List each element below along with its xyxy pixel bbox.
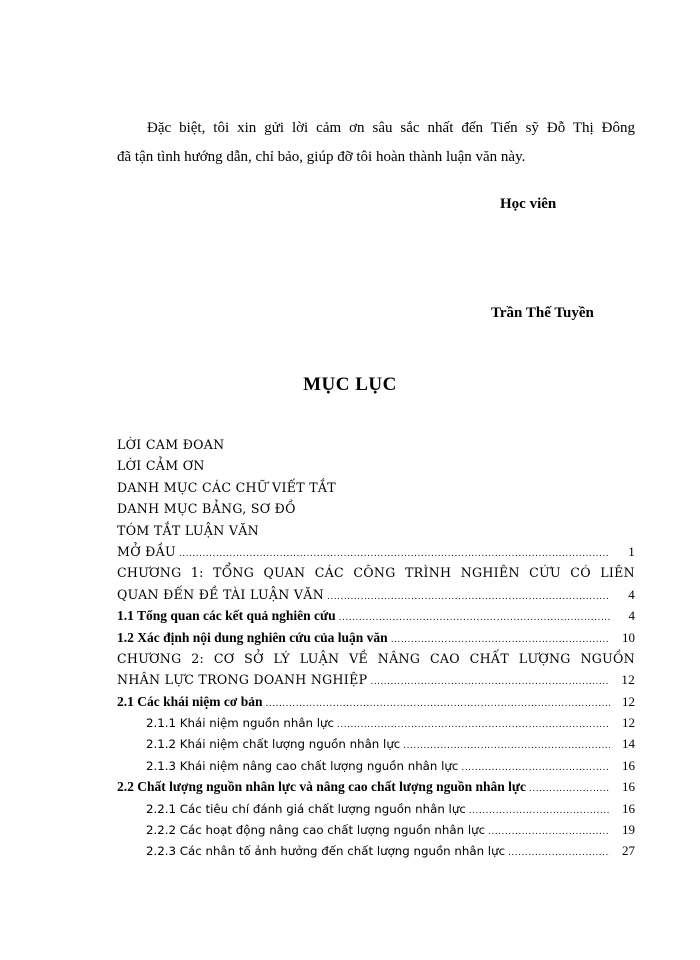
toc-page-number: 16 [622, 779, 635, 795]
toc-page-number: 27 [622, 843, 635, 859]
toc-item-tables-diagrams: DANH MỤC BẢNG, SƠ ĐỒ [117, 501, 296, 517]
toc-leader-dots [469, 801, 610, 819]
toc-subsection-2-2-1 [117, 798, 635, 819]
toc-page-number: 12 [622, 715, 635, 731]
toc-page-number: 16 [622, 800, 635, 816]
toc-item-text: 2.1.1 Khái niệm nguồn nhân lực [146, 716, 335, 731]
acknowledgement-text-1: Đặc biệt, tôi xin gửi lời cảm ơn sâu sắc nhất đến Tiến sỹ Đỗ Thị Đông [147, 120, 635, 136]
toc-item-text: 2.1.2 Khái niệm chất lượng nguồn nhân lực [146, 737, 401, 752]
toc-section-2-2 [117, 776, 635, 797]
toc-title: MỤC LỤC [303, 374, 397, 395]
toc-leader-dots [391, 630, 610, 648]
toc-item-text: 2.1.3 Khái niệm nâng cao chất lượng nguồn nhân lực [146, 758, 459, 773]
toc-subsection-2-1-1 [117, 712, 635, 733]
toc-item-text: 1.1 Tổng quan các kết quả nghiên cứu [117, 608, 336, 624]
toc-item-text: 2.1 Các khái niệm cơ bản [117, 693, 263, 709]
toc-leader-dots [403, 736, 610, 754]
toc-leader-dots [266, 694, 611, 712]
toc-item-text: 1.2 Xác định nội dung nghiên cứu của luận văn [117, 629, 388, 645]
table-of-contents [117, 434, 635, 862]
toc-subsection-2-2-3 [117, 840, 635, 861]
toc-item-text: NHÂN LỰC TRONG DOANH NGHIỆP [117, 672, 368, 688]
toc-item-mo-dau [117, 541, 635, 562]
toc-chapter-1-line-2 [117, 584, 635, 605]
toc-item-text: QUAN ĐẾN ĐỀ TÀI LUẬN VĂN [117, 586, 325, 602]
toc-item-text: 2.2.2 Các hoạt động nâng cao chất lượng nguồn nhân lực [146, 823, 486, 838]
toc-chapter-2-line-2 [117, 669, 635, 690]
toc-page-number: 10 [622, 629, 635, 645]
toc-section-1-2 [117, 627, 635, 648]
toc-leader-dots [508, 843, 610, 861]
acknowledgement-paragraph [117, 114, 635, 172]
toc-leader-dots [529, 779, 610, 797]
toc-page-number: 4 [628, 586, 635, 602]
toc-leader-dots [337, 715, 610, 733]
toc-chapter-2-line-1: CHƯƠNG 2: CƠ SỞ LÝ LUẬN VỀ NÂNG CAO CHẤT LƯỢNG NGUỒN [117, 650, 635, 666]
acknowledgement-line-1 [117, 114, 635, 143]
toc-section-1-1 [117, 605, 635, 626]
toc-page-number: 1 [628, 543, 635, 559]
toc-item-abbreviations: DANH MỤC CÁC CHỮ VIẾT TẮT [117, 479, 337, 495]
toc-item-loi-cam-doan: LỜI CAM ĐOAN [117, 437, 225, 452]
signature-name: Trần Thế Tuyền [491, 305, 594, 321]
toc-item-text: 2.2.1 Các tiêu chí đánh giá chất lượng nguồn nhân lực [146, 801, 466, 816]
toc-leader-dots [179, 544, 610, 562]
toc-page-number: 12 [622, 693, 635, 709]
toc-chapter-1-line-1: CHƯƠNG 1: TỔNG QUAN CÁC CÔNG TRÌNH NGHIÊN CỨU CÓ LIÊN [117, 565, 635, 581]
toc-leader-dots [488, 822, 610, 840]
toc-leader-dots [327, 587, 610, 605]
toc-page-number: 19 [622, 822, 635, 838]
toc-page-number: 14 [622, 736, 635, 752]
toc-page-number: 4 [628, 608, 635, 624]
toc-leader-dots [461, 758, 610, 776]
toc-leader-dots [339, 608, 610, 626]
signature-role: Học viên [500, 196, 557, 212]
toc-page-number: 16 [622, 757, 635, 773]
toc-section-2-1 [117, 691, 635, 712]
toc-subsection-2-1-3 [117, 755, 635, 776]
acknowledgement-line-2: đã tận tình hướng dẫn, chỉ bảo, giúp đỡ tôi hoàn thành luận văn này. [117, 149, 526, 165]
toc-item-text: MỞ ĐẦU [117, 543, 176, 559]
toc-page-number: 12 [621, 672, 635, 688]
toc-item-text: 2.2.3 Các nhân tố ảnh hưởng đến chất lượng nguồn nhân lực [146, 844, 506, 859]
toc-leader-dots [370, 672, 610, 690]
toc-item-text: 2.2 Chất lượng nguồn nhân lực và nâng cao chất lượng nguồn nhân lực [117, 779, 526, 795]
toc-item-thesis-summary: TÓM TẮT LUẬN VĂN [117, 522, 259, 538]
toc-subsection-2-1-2 [117, 733, 635, 754]
toc-subsection-2-2-2 [117, 819, 635, 840]
toc-item-loi-cam-on: LỜI CẢM ƠN [117, 458, 205, 474]
